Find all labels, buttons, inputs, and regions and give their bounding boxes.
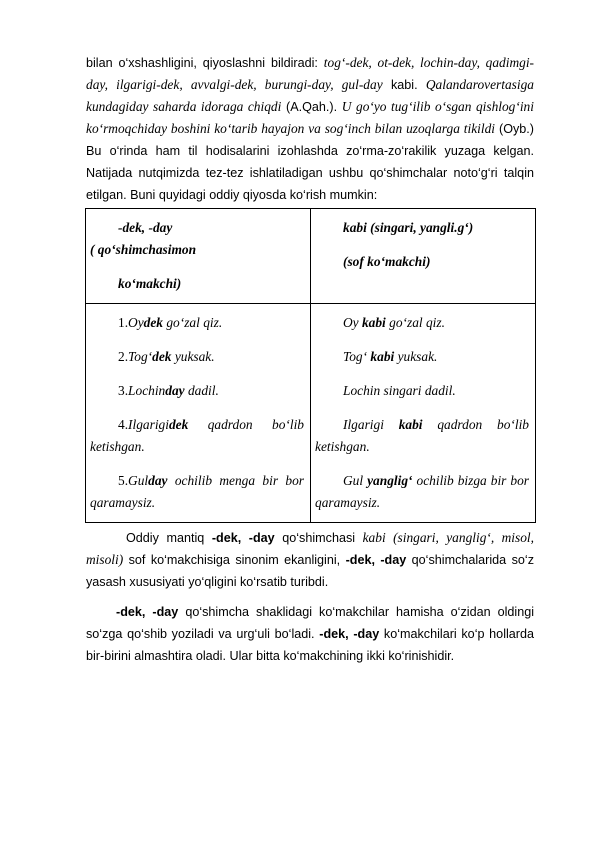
- text-span: sof ko‘makchisiga sinonim ekanligini,: [123, 553, 346, 567]
- item-suffix: day: [165, 383, 185, 398]
- header-cell-left: [86, 209, 311, 304]
- text-span: ko‘makchilari ko‘p hollarda bir-birini almashtira oladi. Ular bitta ko‘makchining ikki ko‘rinishidir.: [86, 627, 534, 663]
- item-rest: dadil.: [184, 383, 219, 398]
- item-rest: qadrdon bo‘lib ketishgan.: [90, 417, 304, 454]
- item-number: 1.: [118, 315, 129, 330]
- header-left-line3: ko‘makchi): [118, 276, 182, 291]
- paragraph-intro: [86, 52, 534, 206]
- text-span: qo‘shimchalarida so‘z yasash xususiyati yo‘qligini ko‘rsatib turibdi.: [86, 553, 534, 589]
- header-right-line2: (sof ko‘makchi): [343, 254, 431, 269]
- item-rest: qadrdon bo‘lib ketishgan.: [315, 417, 529, 454]
- item-postposition: kabi: [398, 417, 423, 432]
- list-item: [90, 470, 304, 514]
- item-word: Ilgarigi: [128, 417, 169, 432]
- item-word: Oy: [128, 315, 144, 330]
- suffix-bold: -dek, -day: [345, 553, 407, 567]
- list-item: [90, 312, 304, 334]
- item-rest: yuksak.: [171, 349, 215, 364]
- item-rest: go‘zal qiz.: [385, 315, 445, 330]
- text-span: (Oyb.) Bu o‘rinda ham til hodisalarini izohlashda zo‘rma-zo‘rakilik yuzaga kelgan. Natijada nutqimizda tez-tez ishlatiladigan ushbu qo‘shimchalar noto‘g‘ri talqin etilgan. Buni quyidagi oddiy qiyosda ko‘rish mumkin:: [86, 122, 534, 202]
- item-suffix: dek: [152, 349, 172, 364]
- examples-cell-left: [86, 304, 311, 523]
- list-item: [315, 414, 529, 458]
- header-left-line1: -dek, -day: [118, 220, 173, 235]
- example-sentence: Qalandarovertasiga kundagiday saharda idoraga chiqdi: [86, 77, 534, 114]
- item-word: Lochin singari dadil.: [343, 383, 456, 398]
- list-item: [315, 346, 529, 368]
- item-postposition: yanglig‘: [367, 473, 413, 488]
- examples-cell-right: [311, 304, 536, 523]
- table-header-row: [86, 209, 536, 304]
- text-span: kabi.: [382, 78, 426, 92]
- list-item: [315, 470, 529, 514]
- item-suffix: dek: [143, 315, 164, 330]
- item-rest: ochilib bizga bir bor qaramaysiz.: [315, 473, 530, 510]
- item-word: Tog‘: [128, 349, 153, 364]
- item-word: Gul: [343, 473, 368, 488]
- suffix-bold: -dek, -day: [211, 531, 275, 545]
- item-number: 5.: [118, 473, 129, 488]
- item-suffix: day: [148, 473, 168, 488]
- list-item: [315, 312, 529, 334]
- item-number: 3.: [118, 383, 129, 398]
- item-rest: yuksak.: [394, 349, 438, 364]
- text-span: bilan o‘xshashligini, qiyoslashni bildiradi:: [86, 56, 324, 70]
- suffix-bold: -dek, -day: [116, 605, 179, 619]
- paragraph-logic: [86, 527, 534, 593]
- example-sentence: U go‘yo tug‘ilib o‘sgan qishlog‘ini ko‘rmoqchiday boshini ko‘tarib hayajon va sog‘inch bilan uzoqlarga tikildi: [86, 99, 534, 136]
- paragraph-spelling: [86, 601, 534, 667]
- text-span: Oddiy mantiq: [126, 531, 212, 545]
- item-number: 4.: [118, 417, 129, 432]
- list-item: [315, 380, 529, 402]
- item-word: Ilgarigi: [343, 417, 399, 432]
- item-suffix: dek: [168, 417, 189, 432]
- item-word: Gul: [128, 473, 149, 488]
- document-page: [86, 52, 534, 667]
- item-rest: ochilib menga bir bor qaramaysiz.: [90, 473, 304, 510]
- suffix-bold: -dek, -day: [319, 627, 380, 641]
- postpositions-italic: kabi (singari, yanglig‘, misol, misoli): [86, 530, 534, 567]
- comparison-table: [85, 208, 536, 523]
- table-examples-row: [86, 304, 536, 523]
- header-cell-right: [311, 209, 536, 304]
- item-word: Oy: [343, 315, 362, 330]
- header-right-line1: kabi (singari, yangli.g‘): [343, 220, 474, 235]
- item-rest: go‘zal qiz.: [163, 315, 223, 330]
- item-postposition: kabi: [370, 349, 395, 364]
- item-word: Lochin: [128, 383, 166, 398]
- header-left-line2: ( qo‘shimchasimon: [90, 242, 197, 257]
- item-postposition: kabi: [361, 315, 386, 330]
- list-item: [90, 414, 304, 458]
- list-item: [90, 380, 304, 402]
- text-span: qo‘shimchasi: [274, 531, 363, 545]
- list-item: [90, 346, 304, 368]
- examples-italic: tog‘-dek, ot-dek, lochin-day, qadimgi-day, ilgarigi-dek, avvalgi-dek, burungi-day, gul-day: [86, 55, 535, 92]
- citation: (A.Qah.).: [281, 100, 342, 114]
- text-span: qo‘shimcha shaklidagi ko‘makchilar hamisha o‘zidan oldingi so‘zga qo‘shib yoziladi va urg‘uli bo‘ladi.: [86, 605, 535, 641]
- item-word: Tog‘: [343, 349, 371, 364]
- item-number: 2.: [118, 349, 129, 364]
